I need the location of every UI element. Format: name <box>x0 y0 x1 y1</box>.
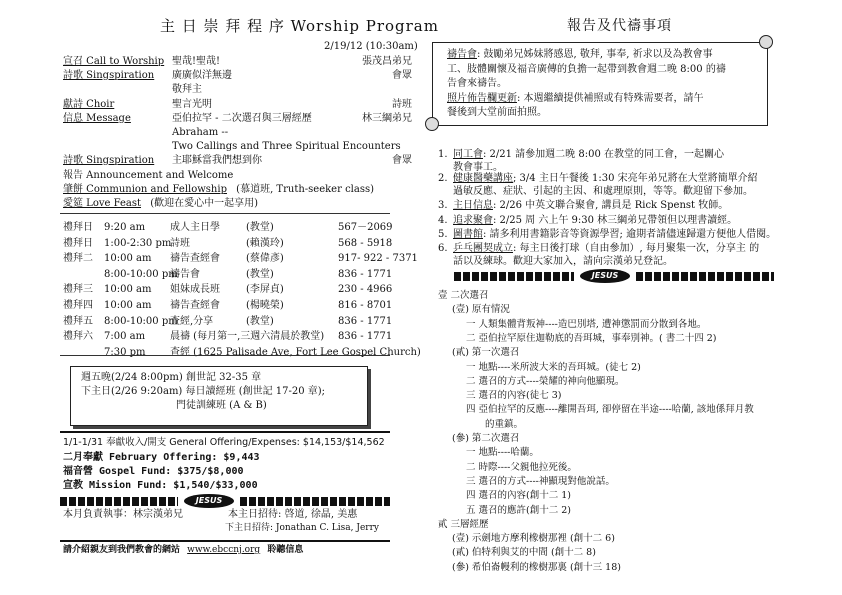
schedule-day: 禮拜六 <box>63 331 93 343</box>
program-content: Abraham -- <box>172 127 229 138</box>
finance-rule <box>60 431 390 433</box>
ushers-next-week: 下主日招待: Jonathan C. Lisa, Jerry <box>225 523 379 533</box>
schedule-place: (教堂) <box>246 315 274 327</box>
prayer-line <box>447 48 713 61</box>
outline-line: (貳) 第一次選召 <box>452 347 520 359</box>
announcement-number: 3. <box>438 200 448 211</box>
schedule-time: 10:00 am <box>104 253 152 265</box>
outline-line: 二 時際----父親他拉死後。 <box>466 461 577 473</box>
announcement-item <box>438 242 759 255</box>
schedule-time: 1:00-2:30 pm <box>104 237 172 249</box>
schedule-phone: 917- 922 - 7371 <box>338 253 418 265</box>
program-person: 會眾 <box>392 155 412 166</box>
prayer-scroll-box <box>432 42 768 126</box>
jesus-fish-icon: JESUS <box>184 494 234 508</box>
schedule-phone: 836 - 1771 <box>338 315 393 327</box>
outline-line: 一 人類集體背叛神----造巴別塔, 遭神懲罰而分散到各地。 <box>466 318 707 330</box>
prayer-line <box>447 106 547 119</box>
jesus-fish-icon-right: JESUS <box>580 269 630 283</box>
announcement-continued: 教會事工。 <box>453 162 503 173</box>
outline-line: 壹 二次選召 <box>438 290 489 301</box>
lovefeast-note: (歡迎在愛心中一起享用) <box>150 198 259 209</box>
footer-listen: 聆聽信息 <box>267 545 304 555</box>
schedule-time: 9:20 am <box>104 222 146 233</box>
footer-rule <box>60 540 390 542</box>
service-date: 2/19/12 (10:30am) <box>324 41 418 52</box>
schedule-day: 禮拜三 <box>63 284 93 296</box>
schedule-day: 禮拜日 <box>63 222 93 233</box>
schedule-event: 詩班 <box>170 237 190 249</box>
announcement-item <box>438 214 737 227</box>
fish-divider-left-a <box>60 497 178 506</box>
fish-divider-left-b <box>240 497 390 506</box>
outline-line: 一 地點----米所波大米的吾珥城。(徒七 2) <box>466 361 641 373</box>
lovefeast-label: 愛筵 Love Feast <box>63 198 142 209</box>
program-item: 獻詩 Choir <box>63 99 115 110</box>
announcement-text: : 2/21 請參加週二晚 8:00 在教堂的同工會，一起關心 <box>483 149 724 160</box>
program-person: 會眾 <box>392 70 412 81</box>
outline-line: 三 選召的方式----神顯現對他說話。 <box>466 475 615 487</box>
scroll-curl-bottom <box>425 117 439 131</box>
announcement-item <box>438 172 758 185</box>
prayer-text: 工、肢體關懷及福音廣傳的負擔一起帶到教會週二晚 8:00 的禱 <box>447 63 726 75</box>
program-item: 信息 Message <box>63 113 131 124</box>
finance-mission: 宣教 Mission Fund: $1,540/$33,000 <box>63 480 258 491</box>
reading-box <box>70 366 368 426</box>
schedule-phone: 816 - 8701 <box>338 300 393 311</box>
announcement-item <box>438 148 724 161</box>
outline-line: (參) 希伯崙幔利的橡樹那裏 (創十三 18) <box>452 561 621 573</box>
left-title: 主 日 崇 拜 程 序 Worship Program <box>160 17 439 35</box>
outline-line: 五 選召的應許(創十二 2) <box>466 504 571 516</box>
announcement-item <box>438 228 776 241</box>
prayer-line <box>447 63 726 76</box>
schedule-time: 8:00-10:00 pm <box>104 315 178 327</box>
schedule-event: 禱告查經會 <box>170 300 220 311</box>
outline-line: 貳 三層經歷 <box>438 518 489 530</box>
schedule-phone: 230 - 4966 <box>338 284 393 296</box>
announcement-text: : 2/25 周 六上午 9:30 林三綱弟兄帶領但以理書讀經。 <box>493 215 738 226</box>
schedule-place: (李屏貞) <box>246 284 284 296</box>
program-content: Two Callings and Three Spiritual Encounters <box>172 141 401 152</box>
announcement-text: ; 3/4 主日午餐後 1:30 宋亮年弟兄將在大堂將簡單介紹 <box>513 173 758 184</box>
announcement-number: 5. <box>438 229 448 240</box>
finance-gospel: 福音營 Gospel Fund: $375/$8,000 <box>63 466 244 477</box>
prayer-label: 照片佈告欄更新 <box>447 92 517 104</box>
program-content: 亞伯拉罕 - 二次選召與三層經歷 <box>172 113 312 124</box>
prayer-text: : 鼓勵弟兄姊妹將感恩, 敬拜, 事奉, 祈求以及為教會事 <box>477 49 713 60</box>
outline-line: (壹) 原有情況 <box>452 304 510 316</box>
lovefeast-line <box>63 197 258 210</box>
program-content: 主耶穌當我們想到你 <box>172 155 262 166</box>
finance-general: 1/1-1/31 奉獻收入/開支 General Offering/Expenses: $14,153/$14,562 <box>63 437 385 448</box>
schedule-time: 10:00 am <box>104 300 152 311</box>
announcement-text: : 每主日後打球（自由參加）, 每月聚集一次，分享主 的 <box>513 243 760 254</box>
announcement-text: : 請多利用書籍影音等資源學習; 逾期者請儘速歸還方便他人借閱。 <box>483 229 777 240</box>
ushers-this-week: 本主日招待: 啓道, 徐晶, 美惠 <box>228 509 358 520</box>
outline-line: 一 地點----哈蘭。 <box>466 447 539 459</box>
fellowship-label: 肇餅 Communion and Fellowship <box>63 184 227 195</box>
announcement-label: 追求聚會 <box>453 215 493 226</box>
outline-line: 二 選召的方式----榮耀的神向他顯現。 <box>466 375 625 387</box>
prayer-line <box>447 77 507 90</box>
fish-divider-right-a <box>454 272 574 281</box>
schedule-day: 禮拜五 <box>63 315 93 327</box>
fellowship-note: (慕道班, Truth-seeker class) <box>236 184 374 195</box>
schedule-event: 禱告會 <box>170 268 200 280</box>
announcement-label: 主日信息 <box>453 200 493 211</box>
schedule-place: (楊曉榮) <box>246 300 284 311</box>
program-content: 聖哉!聖哉! <box>172 56 221 67</box>
announcement-number: 2. <box>438 173 448 184</box>
prayer-text: : 本週繼續提供補照或有特殊需要者，請午 <box>517 92 704 104</box>
announcement-continued: 過敏反應、症狀、引起的主因、和處理原則，等等。歡迎留下參加。 <box>453 186 753 197</box>
program-item: 宣召 Call to Worship <box>63 56 165 67</box>
schedule-time: 10:00 am <box>104 284 152 296</box>
outline-line: 二 亞伯拉罕原住迦勒底的吾珥城，事奉別神。( 書二十四 2) <box>466 332 717 344</box>
outline-line: (壹) 示劍地方摩利橡樹那裡 (創十二 6) <box>452 533 615 545</box>
program-item: 詩歌 Singspiration <box>63 155 155 166</box>
prayer-text: 告會來禱告。 <box>447 78 507 89</box>
outline-line: (參) 第二次選召 <box>452 433 520 444</box>
program-person: 張茂昌弟兄 <box>362 56 412 67</box>
schedule-event: 成人主日學 <box>170 222 220 233</box>
announcement-number: 4. <box>438 215 448 226</box>
schedule-phone: 568 - 5918 <box>338 237 393 249</box>
outline-line: 四 亞伯拉罕的反應----離開吾珥, 卻停留在半途----哈蘭, 該地係拜月教 <box>466 404 754 416</box>
program-person: 詩班 <box>392 99 412 110</box>
schedule-place: (教堂) <box>246 222 274 233</box>
schedule-place: (教堂) <box>246 268 274 280</box>
prayer-text: 餐後到大堂前面拍照。 <box>447 107 547 118</box>
schedule-time: 7:30 pm <box>104 346 146 358</box>
schedule-event: 晨禱 (每月第一,三週六清晨於教堂) <box>170 331 325 343</box>
announcement-text: : 2/26 中英文聯合聚會, 講員是 Rick Spenst 牧師。 <box>493 200 729 211</box>
announcement-label: 圖書館 <box>453 229 483 240</box>
outline-line: 三 選召的內容(徒七 3) <box>466 390 562 402</box>
outline-line: (貳) 伯特利與艾的中間 (創十二 8) <box>452 547 596 559</box>
reading-friday: 週五晚(2/24 8:00pm) 創世記 32-35 章 <box>81 372 262 383</box>
reading-discipleship: 門徒訓練班 (A & B) <box>176 400 267 411</box>
announcement-label: 同工會 <box>453 149 483 160</box>
program-content: 敬拜主 <box>172 84 202 95</box>
prayer-line <box>447 92 704 105</box>
schedule-rule-top <box>60 213 390 214</box>
outline-line: 的重鎮。 <box>485 418 524 430</box>
footer-line <box>63 544 303 557</box>
announce-line: 報告 Announcement and Welcome <box>63 170 234 181</box>
schedule-day: 禮拜四 <box>63 300 93 311</box>
schedule-event: 姐妹成長班 <box>170 284 220 296</box>
schedule-day: 禮拜日 <box>63 237 93 249</box>
schedule-event: 查經,分享 <box>170 315 214 327</box>
right-title: 報告及代禱事項 <box>567 18 672 34</box>
schedule-phone: 836 - 1771 <box>338 331 393 343</box>
announcement-label: 健康醫藥講座 <box>453 173 513 184</box>
fellowship-line <box>63 183 374 196</box>
church-website-link[interactable]: www.ebccnj.org <box>187 545 261 555</box>
schedule-event: 查經 (1625 Palisade Ave, Fort Lee Gospel Church) <box>170 346 421 358</box>
announcement-item <box>438 199 728 212</box>
schedule-rule-bottom <box>60 355 390 356</box>
program-item: 詩歌 Singspiration <box>63 70 155 81</box>
outline-line: 四 選召的內容(創十二 1) <box>466 490 571 502</box>
announcement-number: 1. <box>438 149 448 160</box>
footer-invite: 請介紹親友到我們教會的網站 <box>63 545 181 555</box>
announcement-continued: 話以及練球。歡迎大家加入，請向宗漢弟兄登記。 <box>453 256 673 267</box>
reading-sunday: 下主日(2/26 9:20am) 每日讀經班 (創世記 17-20 章); <box>81 386 326 397</box>
prayer-label: 禱告會 <box>447 49 477 60</box>
duty-deacon: 本月負責執事：林宗漢弟兄 <box>63 509 183 520</box>
fish-divider-right-b <box>636 272 774 281</box>
schedule-phone: 567－2069 <box>338 222 393 233</box>
schedule-phone: 836 - 1771 <box>338 268 393 280</box>
program-content: 廣廣似洋無邊 <box>172 70 232 81</box>
schedule-day: 禮拜二 <box>63 253 93 265</box>
program-person: 林三綱弟兄 <box>362 113 412 124</box>
program-content: 聖言光明 <box>172 99 212 110</box>
schedule-place: (賴漢玲) <box>246 237 284 249</box>
schedule-time: 7:00 am <box>104 331 146 343</box>
scroll-curl-top <box>759 35 773 49</box>
schedule-time: 8:00-10:00 pm <box>104 268 178 280</box>
announcement-number: 6. <box>438 243 448 254</box>
announcement-label: 乒乓團契成立 <box>453 243 513 254</box>
schedule-event: 禱告查經會 <box>170 253 220 265</box>
schedule-place: (蔡偉彥) <box>246 253 284 265</box>
finance-february: 二月奉獻 February Offering: $9,443 <box>63 452 260 463</box>
